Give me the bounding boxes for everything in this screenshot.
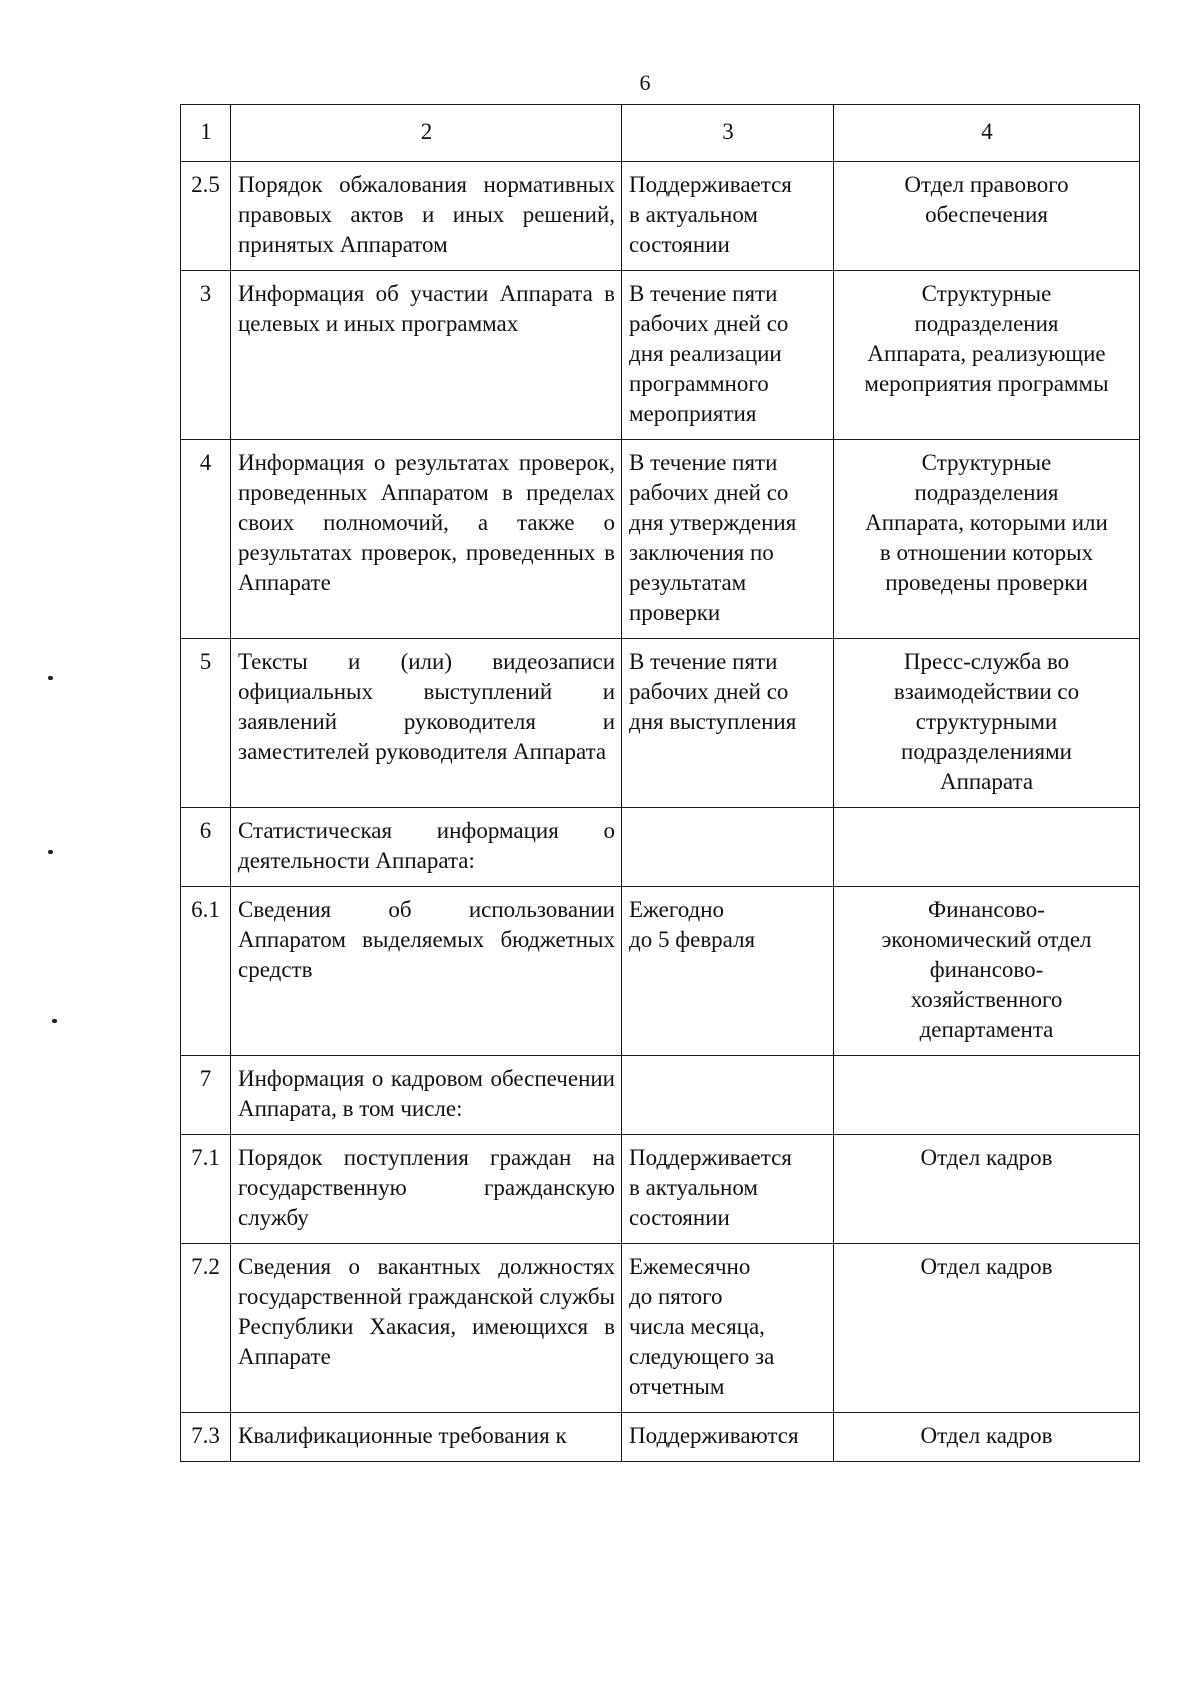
- row-responsible-cell: Структурные подразделения Аппарата, которыми или в отношении которых проведены проверки: [834, 440, 1140, 639]
- row-name-cell: Статистическая информация о деятельности Аппарата:: [231, 808, 622, 887]
- row-name-cell: Порядок обжалования нормативных правовых актов и иных решений, принятых Аппаратом: [231, 162, 622, 271]
- row-term-cell: В течение пяти рабочих дней со дня утверждения заключения по результатам проверки: [622, 440, 834, 639]
- table-body: [181, 105, 1140, 1462]
- row-number-cell: 2.5: [181, 162, 231, 271]
- row-number-cell: 6.1: [181, 887, 231, 1056]
- table-row: [181, 808, 1140, 887]
- table-row: [181, 440, 1140, 639]
- row-term-cell: Поддерживаются: [622, 1413, 834, 1462]
- row-number-cell: 6: [181, 808, 231, 887]
- row-number-cell: 7: [181, 1056, 231, 1135]
- row-name-cell: Сведения о вакантных должностях государственной гражданской службы Республики Хакасия, имеющихся в Аппарате: [231, 1244, 622, 1413]
- header-cell-1: 1: [181, 105, 231, 162]
- row-responsible-cell: Отдел кадров: [834, 1135, 1140, 1244]
- row-name-cell: Квалификационные требования к: [231, 1413, 622, 1462]
- header-cell-3: 3: [622, 105, 834, 162]
- row-number-cell: 7.2: [181, 1244, 231, 1413]
- scan-speck: [52, 1019, 57, 1023]
- row-term-cell: [622, 1056, 834, 1135]
- scan-speck: [48, 850, 53, 854]
- row-name-cell: Тексты и (или) видеозаписи официальных выступлений и заявлений руководителя и заместителей руководителя Аппарата: [231, 639, 622, 808]
- table-row: [181, 162, 1140, 271]
- table-row: [181, 1135, 1140, 1244]
- row-term-cell: Ежегодно до 5 февраля: [622, 887, 834, 1056]
- row-responsible-cell: Отдел кадров: [834, 1413, 1140, 1462]
- row-term-cell: [622, 808, 834, 887]
- row-responsible-cell: Структурные подразделения Аппарата, реализующие мероприятия программы: [834, 271, 1140, 440]
- row-term-cell: Ежемесячно до пятого числа месяца, следующего за отчетным: [622, 1244, 834, 1413]
- row-number-cell: 5: [181, 639, 231, 808]
- header-cell-2: 2: [231, 105, 622, 162]
- scan-speck: [48, 676, 53, 680]
- row-responsible-cell: Пресс-служба во взаимодействии со структурными подразделениями Аппарата: [834, 639, 1140, 808]
- table-header-row: [181, 105, 1140, 162]
- row-term-cell: В течение пяти рабочих дней со дня реализации программного мероприятия: [622, 271, 834, 440]
- row-responsible-cell: [834, 808, 1140, 887]
- table-row: [181, 1244, 1140, 1413]
- row-name-cell: Информация о результатах проверок, проведенных Аппаратом в пределах своих полномочий, а также о результатах проверок, проведенных в Аппарате: [231, 440, 622, 639]
- header-cell-4: 4: [834, 105, 1140, 162]
- row-number-cell: 4: [181, 440, 231, 639]
- row-responsible-cell: [834, 1056, 1140, 1135]
- row-number-cell: 7.3: [181, 1413, 231, 1462]
- row-name-cell: Информация о кадровом обеспечении Аппарата, в том числе:: [231, 1056, 622, 1135]
- row-number-cell: 7.1: [181, 1135, 231, 1244]
- table-row: [181, 639, 1140, 808]
- row-name-cell: Порядок поступления граждан на государственную гражданскую службу: [231, 1135, 622, 1244]
- row-responsible-cell: Отдел кадров: [834, 1244, 1140, 1413]
- row-number-cell: 3: [181, 271, 231, 440]
- information-table: [180, 104, 1140, 1462]
- row-name-cell: Информация об участии Аппарата в целевых и иных программах: [231, 271, 622, 440]
- row-term-cell: Поддерживается в актуальном состоянии: [622, 162, 834, 271]
- row-term-cell: Поддерживается в актуальном состоянии: [622, 1135, 834, 1244]
- page-number: 6: [639, 70, 651, 95]
- row-responsible-cell: Финансово- экономический отдел финансово- хозяйственного департамента: [834, 887, 1140, 1056]
- table-row: [181, 887, 1140, 1056]
- row-name-cell: Сведения об использовании Аппаратом выделяемых бюджетных средств: [231, 887, 622, 1056]
- row-responsible-cell: Отдел правового обеспечения: [834, 162, 1140, 271]
- table-row: [181, 271, 1140, 440]
- table-row: [181, 1056, 1140, 1135]
- table-row: [181, 1413, 1140, 1462]
- row-term-cell: В течение пяти рабочих дней со дня выступления: [622, 639, 834, 808]
